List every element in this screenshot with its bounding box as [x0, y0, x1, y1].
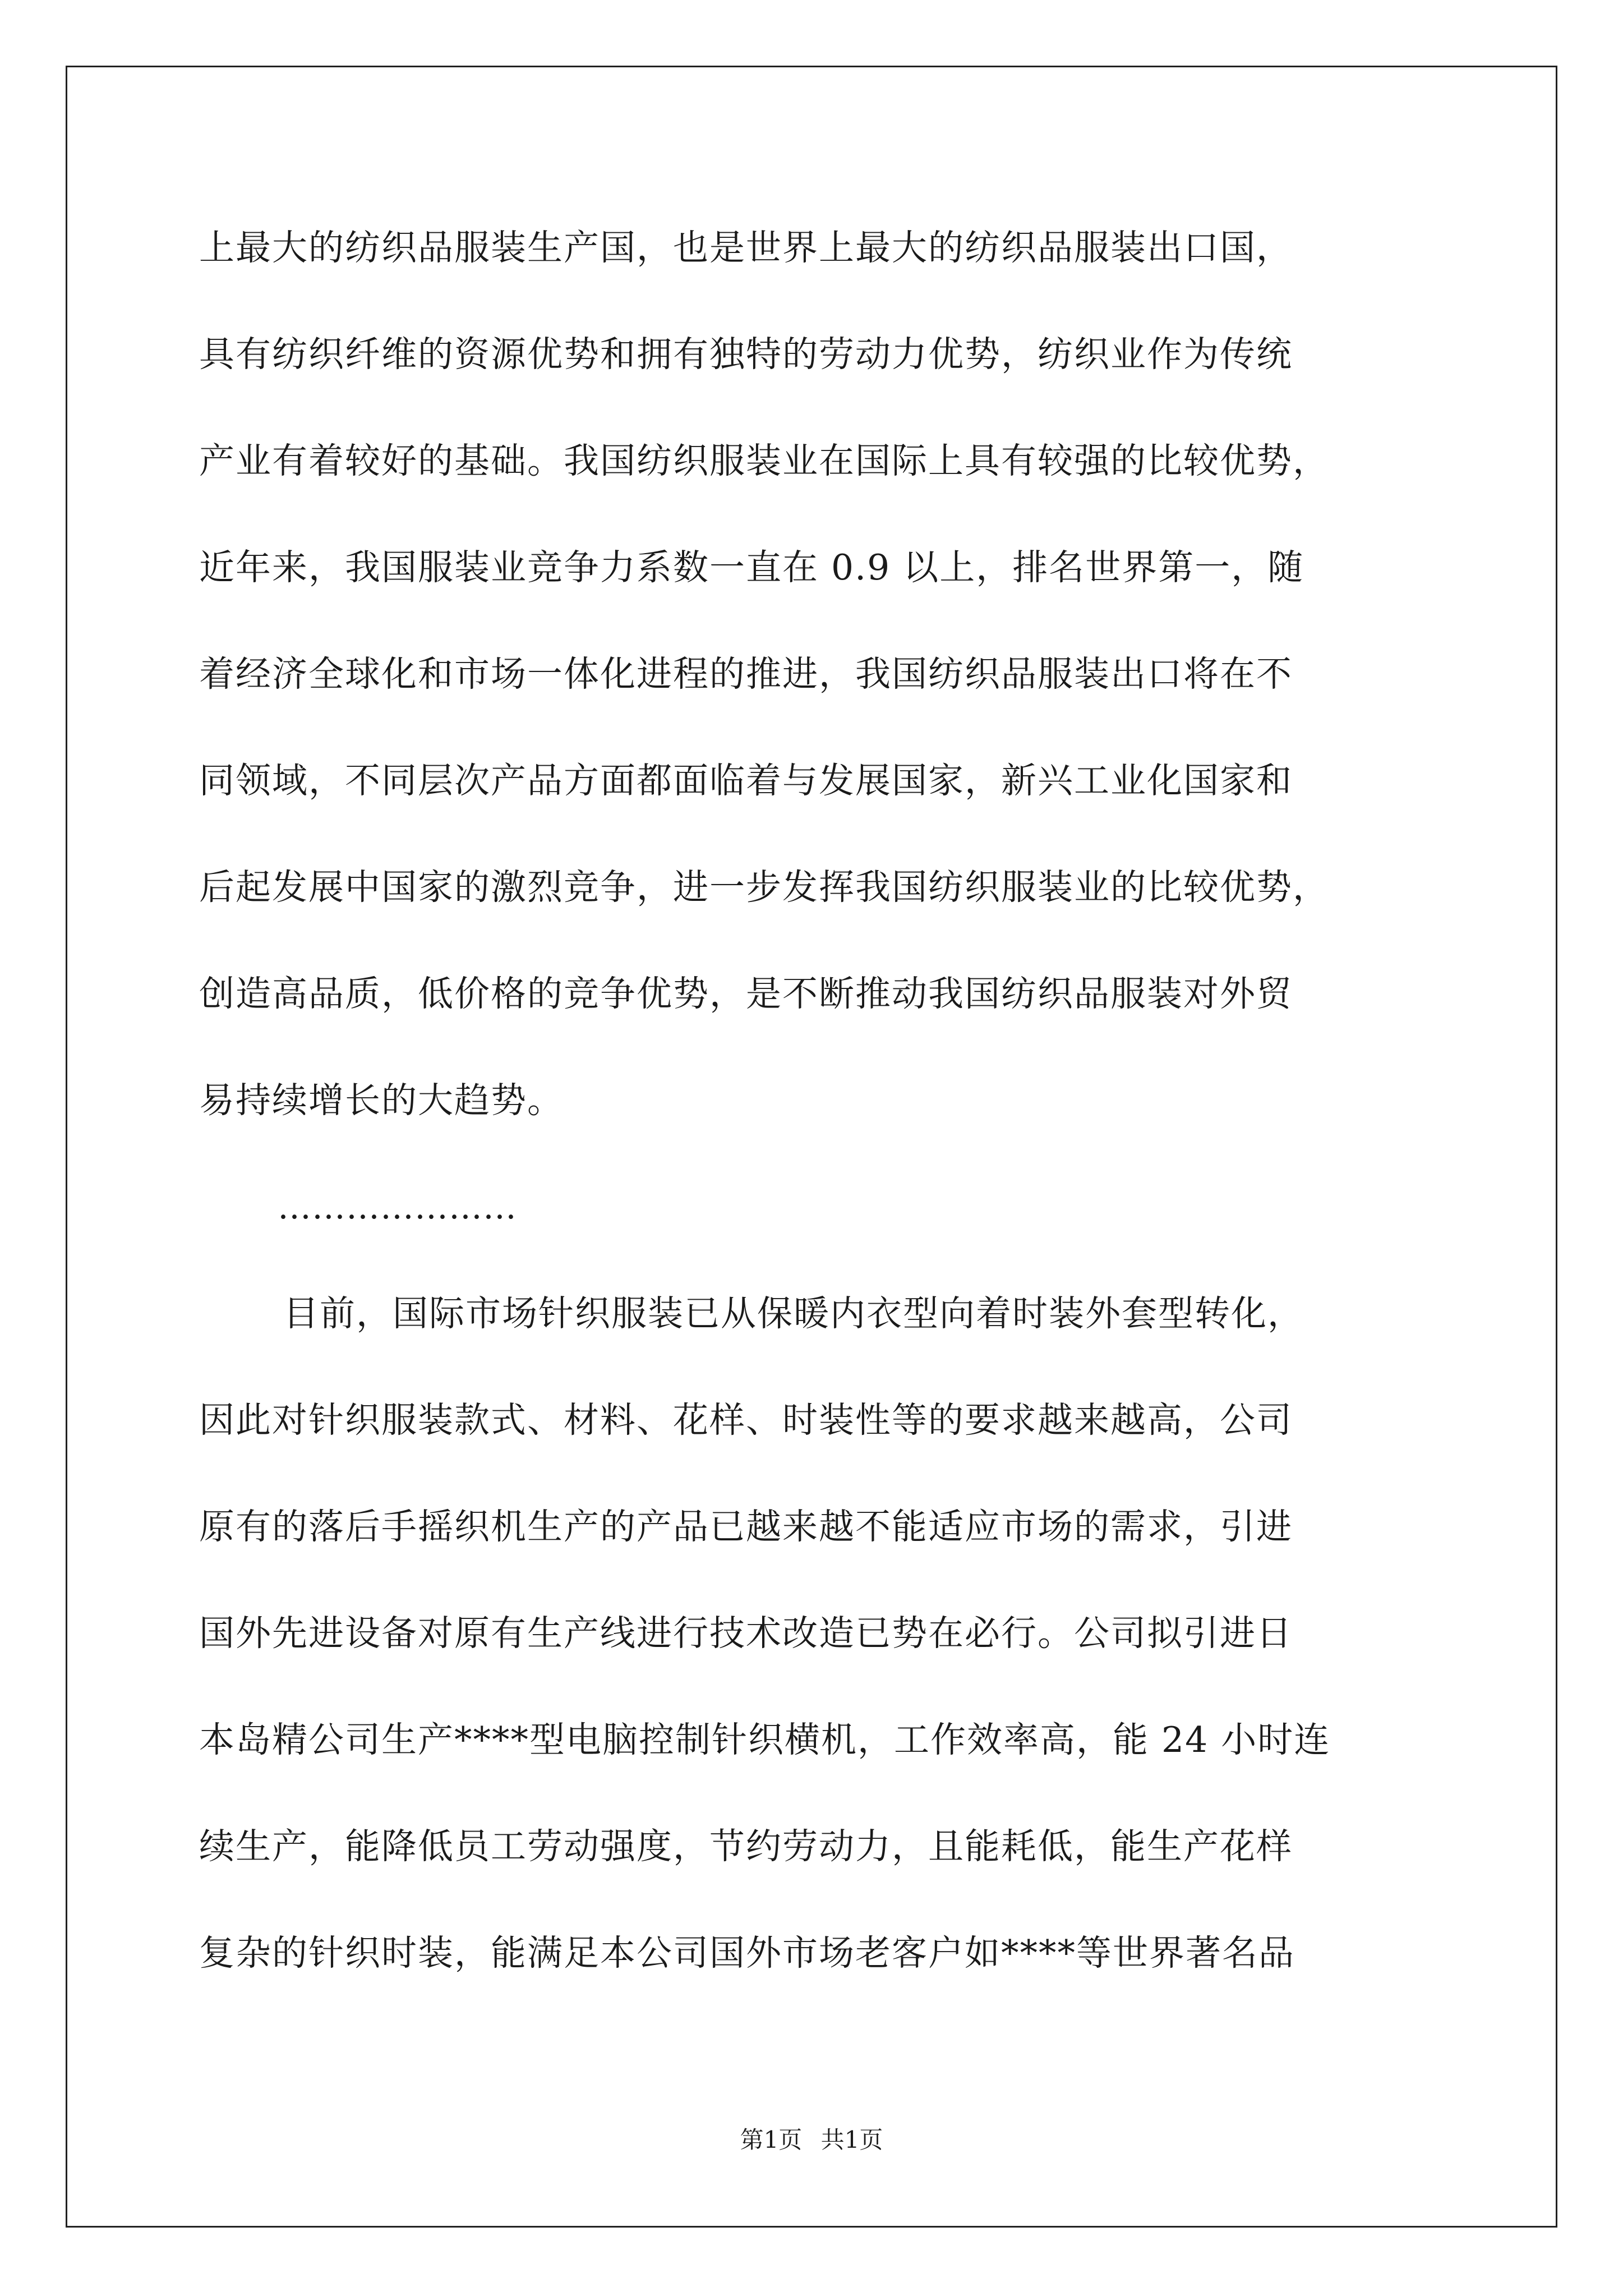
page-footer	[0, 2122, 1623, 2155]
page-total: 共1页	[820, 2126, 883, 2154]
document-body	[199, 195, 1427, 2007]
text-line: 产业有着较好的基础。我国纺织服装业在国际上具有较强的比较优势，	[199, 440, 1329, 481]
text-line: 因此对针织服装款式、材料、花样、时装性等的要求越来越高，公司	[199, 1400, 1293, 1441]
text-line: 后起发展中国家的激烈竞争，进一步发挥我国纺织服装业的比较优势，	[199, 867, 1329, 908]
text-line: 易持续增长的大趋势。	[199, 1080, 564, 1121]
text-line: 本岛精公司生产****型电脑控制针织横机，工作效率高，能 24 小时连	[199, 1719, 1331, 1760]
text-line: 目前，国际市场针织服装已从保暖内衣型向着时装外套型转化，	[283, 1293, 1304, 1334]
text-line: 续生产，能降低员工劳动强度，节约劳动力，且能耗低，能生产花样	[199, 1826, 1293, 1867]
text-line: 具有纺织纤维的资源优势和拥有独特的劳动力优势，纺织业作为传统	[199, 334, 1293, 375]
text-line: 同领域，不同层次产品方面都面临着与发展国家，新兴工业化国家和	[199, 760, 1293, 801]
text-line: 创造高品质，低价格的竞争优势，是不断推动我国纺织品服装对外贸	[199, 973, 1293, 1014]
text-line: 上最大的纺织品服装生产国，也是世界上最大的纺织品服装出口国，	[199, 227, 1293, 268]
text-line: 近年来，我国服装业竞争力系数一直在 0.9 以上，排名世界第一，随	[199, 547, 1304, 588]
page-number: 第1页	[740, 2126, 803, 2154]
text-line: 国外先进设备对原有生产线进行技术改造已势在必行。公司拟引进日	[199, 1613, 1293, 1654]
text-line: 复杂的针织时装，能满足本公司国外市场老客户如****等世界著名品	[199, 1932, 1295, 1973]
text-line: 原有的落后手摇织机生产的产品已越来越不能适应市场的需求，引进	[199, 1506, 1293, 1547]
paragraph-2	[199, 1260, 1427, 2007]
text-line: 着经济全球化和市场一体化进程的推进，我国纺织品服装出口将在不	[199, 654, 1293, 694]
paragraph-1	[199, 195, 1427, 1154]
separator-dots: …………………	[278, 1188, 517, 1227]
